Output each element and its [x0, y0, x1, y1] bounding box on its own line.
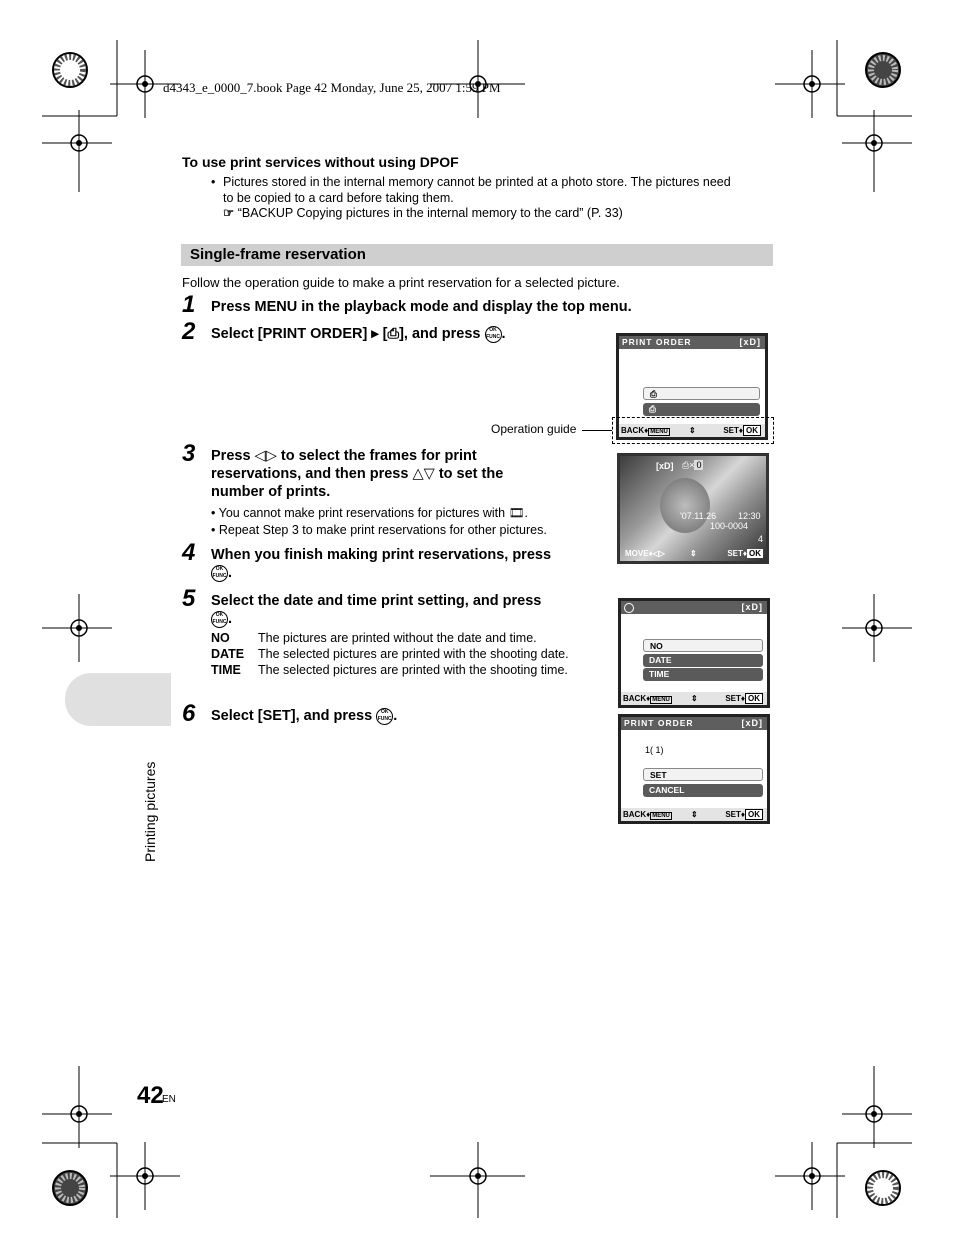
screen-title-bar: PRINT ORDER [xD] — [619, 336, 765, 349]
screen-title-bar: PRINT ORDER [xD] — [621, 717, 767, 730]
up-down-arrows-icon: △▽ — [412, 466, 435, 482]
print-icon: ⎙ — [682, 460, 690, 470]
step-5-number: 5 — [182, 585, 196, 612]
ok-func-button-icon: OK FUNC — [211, 565, 228, 582]
photo-time: 12:30 — [738, 511, 761, 521]
screen-operation-guide: BACK♦ MENU ⇕ SET♦ OK — [619, 424, 765, 437]
movie-icon: 🎞 — [508, 506, 525, 520]
dpof-reference: ☞ “BACKUP Copying pictures in the internal memory to the card” (P. 33) — [223, 206, 623, 220]
step-4-text: When you finish making print reservations, press OK FUNC . — [211, 547, 552, 581]
dpof-bullet-text: Pictures stored in the internal memory cannot be printed at a photo store. The pictures need to be copied to a card before taking them. — [223, 175, 731, 205]
reference-icon: ☞ — [223, 206, 235, 220]
step-3-text: Press ◁▷ to select the frames for print reservations, and then press △▽ to set the number of prints. — [211, 448, 504, 500]
photo-face — [660, 478, 710, 533]
step-1-number: 1 — [182, 291, 196, 318]
option-row-time: TIME The selected pictures are printed with the shooting time. — [211, 663, 568, 677]
photo-file-number: 100-0004 — [710, 521, 749, 531]
dpof-bullet-marker: • — [211, 175, 216, 189]
updown-icon: ⇕ — [691, 694, 698, 703]
menu-item-time[interactable]: TIME — [643, 668, 763, 681]
all-print-option[interactable] — [643, 403, 760, 416]
page-number: 42 — [137, 1082, 164, 1109]
chapter-tab — [65, 673, 171, 726]
all-print-icon: ⎙ — [649, 404, 656, 414]
step-6-text: Select [SET], and press OK FUNC . — [211, 708, 398, 724]
page-language: EN — [162, 1094, 176, 1105]
option-row-date: DATE The selected pictures are printed with the shooting date. — [211, 647, 569, 661]
intro-text: Follow the operation guide to make a print reservation for a selected picture. — [182, 275, 620, 290]
photo-date: '07.11.26 — [680, 511, 717, 521]
updown-icon: ⇕ — [689, 426, 696, 435]
chapter-label: Printing pictures — [142, 761, 158, 862]
screen-title-bar: [xD] — [621, 601, 767, 614]
photo-card-indicator: [xD] — [656, 461, 674, 471]
single-print-option[interactable] — [643, 387, 760, 400]
operation-guide-leader — [582, 430, 612, 431]
step-2-text: Select [PRINT ORDER] ▸ [⎙], and press OK FUNC . — [211, 326, 506, 342]
dpof-heading: To use print services without using DPOF — [182, 154, 459, 170]
book-file-header: d4343_e_0000_7.book Page 42 Monday, June 25, 2007 1:59 PM — [163, 80, 501, 95]
section-bar — [181, 244, 773, 266]
step-3-bullet-1: • You cannot make print reservations for pictures with 🎞. — [211, 506, 528, 520]
print-order-confirm-screen — [618, 714, 770, 824]
step-6-number: 6 — [182, 700, 196, 727]
print-icon: ⎙ — [387, 326, 400, 342]
step-5-text: Select the date and time print setting, and press OK FUNC . — [211, 593, 542, 627]
print-count: 1( 1) — [645, 745, 664, 755]
step-3-bullet-2: • Repeat Step 3 to make print reservations for other pictures. — [211, 523, 547, 537]
left-right-arrows-icon: ◁▷ — [254, 448, 277, 464]
ok-func-button-icon: OK FUNC — [376, 708, 393, 725]
step-3-number: 3 — [182, 440, 196, 467]
updown-icon: ⇕ — [690, 549, 697, 558]
menu-item-cancel[interactable]: CANCEL — [643, 784, 763, 797]
photo-guide-bar: MOVE♦◁▷ ⇕ SET♦ OK — [620, 547, 766, 561]
step-4-number: 4 — [182, 539, 196, 566]
menu-item-date[interactable]: DATE — [643, 654, 763, 667]
ok-func-button-icon: OK FUNC — [485, 326, 502, 343]
screen-operation-guide: BACK♦ MENU ⇕ SET♦ OK — [621, 808, 767, 821]
operation-guide-label: Operation guide — [491, 422, 577, 436]
step-1-text: Press MENU in the playback mode and display the top menu. — [211, 299, 632, 315]
photo-frame-number: 4 — [758, 534, 764, 544]
print-icon: ⎙ — [650, 389, 657, 399]
option-row-no: NO The pictures are printed without the date and time. — [211, 631, 537, 645]
photo-print-count: ⎙× 0 — [682, 460, 702, 470]
screen-operation-guide: BACK♦ MENU ⇕ SET♦ OK — [621, 692, 767, 705]
photo-playback-screen — [617, 453, 769, 564]
menu-item-set[interactable]: SET — [643, 768, 763, 781]
section-title: Single-frame reservation — [190, 246, 366, 263]
datetime-screen — [618, 598, 770, 708]
ok-func-button-icon: OK FUNC — [211, 611, 228, 628]
step-2-number: 2 — [182, 318, 196, 345]
clock-icon — [624, 603, 634, 613]
operation-guide-callout — [612, 417, 774, 444]
arrow-right-icon: ▸ [ — [371, 326, 388, 342]
updown-icon: ⇕ — [691, 810, 698, 819]
menu-item-no[interactable]: NO — [643, 639, 763, 652]
